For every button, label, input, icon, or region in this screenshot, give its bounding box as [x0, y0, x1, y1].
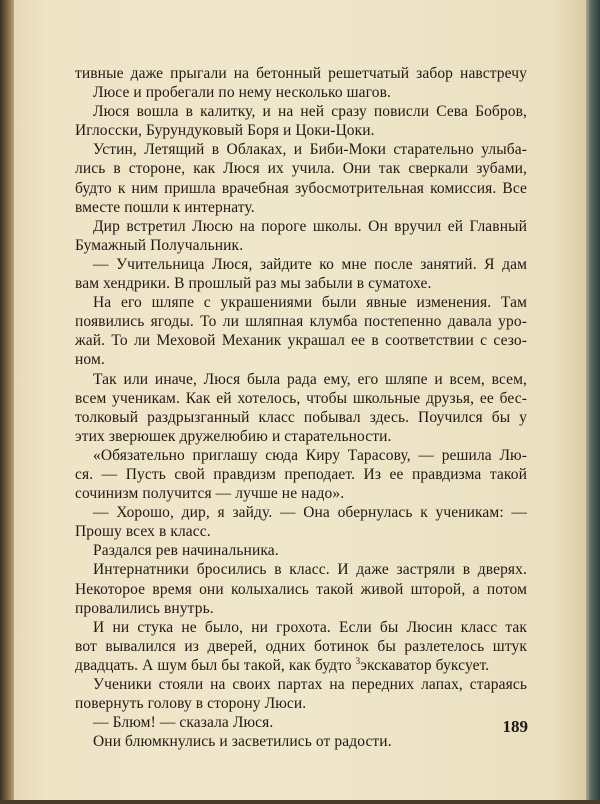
footnote-marker: 3: [355, 655, 361, 666]
text-line: — Учительница Люся, зайдите ко мне после занятий. Я дам: [93, 255, 527, 273]
text-line: Ученики стояли на своих партах на передних лапах, стараясь: [93, 676, 527, 693]
text-line: Прошу всех в класс.: [75, 523, 211, 541]
text-line: Они блюмкнулись и засветились от радости.: [93, 733, 392, 751]
text-line: лись в стороне, как Люся их учила. Они так сверкали зубами,: [75, 160, 527, 178]
text-line: появились ягоды. То ли шляпная клумба постепенно давала уро-: [75, 313, 527, 331]
text-line: Иглосски, Бурундуковый Боря и Цоки-Цоки.: [75, 122, 375, 140]
text-line: вместе пошли к интернату.: [75, 198, 255, 216]
text-line: вот вывалился из дверей, одних ботинок бы разлетелось штук: [75, 637, 527, 655]
text-line: толковый раздрызганный класс побывал здесь. Поучился бы у: [75, 408, 527, 426]
text-line: этих зверюшек дружелюбию и старательности.: [75, 427, 392, 445]
page-bottom-edge: [0, 800, 600, 804]
text-line: ся. — Пусть свой правдизм преподает. Из ее правдизма такой: [75, 465, 527, 483]
text-line: Интернатники бросились в класс. И даже застряли в дверях.: [93, 561, 527, 579]
text-line: провалились внутрь.: [75, 599, 214, 617]
text-line: Люсе и пробегали по нему несколько шагов.: [93, 84, 391, 102]
text-line: ном.: [75, 351, 105, 369]
text-line: Устин, Летящий в Облаках, и Биби-Моки старательно улыба-: [93, 141, 527, 159]
text-line: вам хендрики. В прошлый раз мы забыли в суматохе.: [75, 275, 432, 293]
text-line: Бумажный Получальник.: [75, 236, 244, 254]
text-line: Так или иначе, Люся была рада ему, его шляпе и всем, всем,: [93, 370, 527, 388]
text-line: будто к ним пришла врачебная зубосмотрительная комиссия. Все: [75, 179, 527, 197]
text-line: — Хорошо, дир, я зайду. — Она обернулась к ученикам: —: [93, 504, 527, 522]
text-line: [75, 656, 527, 675]
text-line: тивные даже прыгали на бетонный решетчатый забор навстречу: [75, 65, 527, 82]
text-line: Раздался рев начинальника.: [93, 542, 279, 560]
text-line: На его шляпе с украшениями были явные изменения. Там: [93, 294, 527, 312]
text-line: «Обязательно приглашу сюда Киру Тарасову, — решила Лю-: [93, 446, 527, 464]
page-number: 189: [502, 717, 528, 736]
text-line: Люся вошла в калитку, и на ней сразу повисли Сева Бобров,: [93, 103, 527, 121]
text-line: всем ученикам. Как ей хотелось, чтобы школьные друзья, ее бес-: [75, 389, 527, 407]
text-line: И ни стука не было, ни грохота. Если бы Люсин класс так: [93, 618, 527, 636]
text-line: — Блюм! — сказала Люся.: [93, 714, 274, 732]
body-text: [75, 64, 527, 751]
text-line: Дир встретил Люсю на пороге школы. Он вручил ей Главный: [93, 217, 527, 235]
text-line-part: экскаватор буксует.: [360, 656, 490, 674]
page-right-edge: [586, 0, 600, 804]
text-line: сочинизм получится — лучше не надо».: [75, 485, 345, 503]
text-line-part: двадцать. А шум был бы такой, как будто: [75, 656, 352, 674]
text-line: жай. То ли Меховой Механик украшал ее в соответствии с сезо-: [75, 332, 527, 350]
text-line: повернуть голову в сторону Люси.: [75, 695, 307, 713]
text-line: Некоторое время они колыхались такой живой шторой, а потом: [75, 580, 527, 598]
